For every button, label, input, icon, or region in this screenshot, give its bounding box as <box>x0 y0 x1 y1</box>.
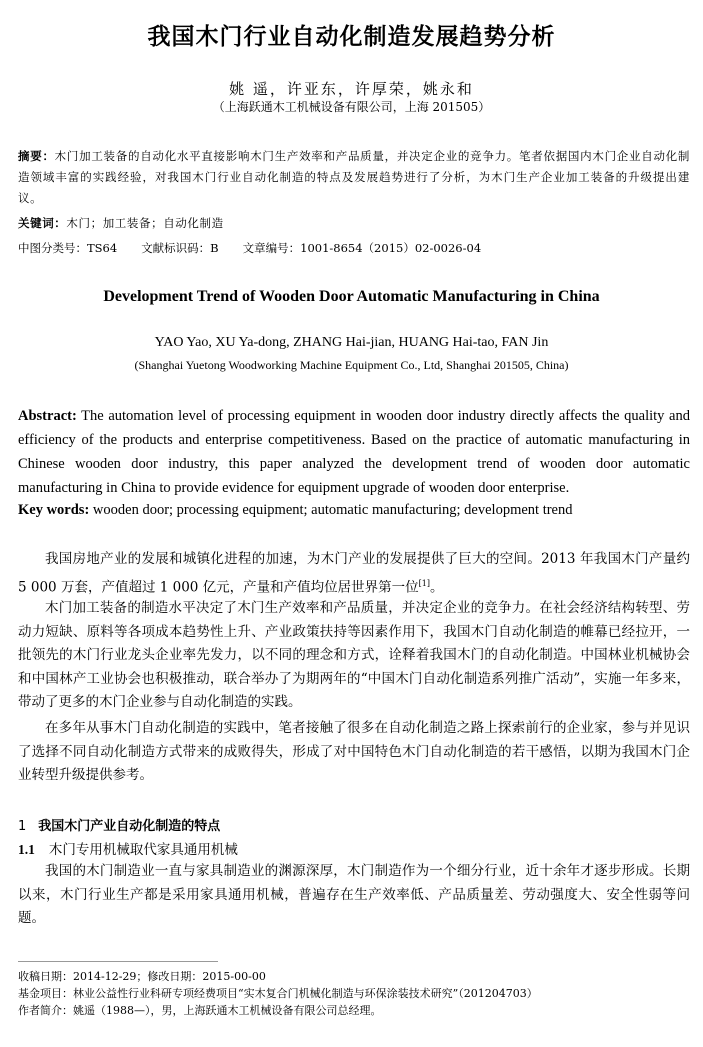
keywords-en-label: Key words: <box>18 502 90 518</box>
section-1-title: 我国木门产业自动化制造的特点 <box>38 819 221 834</box>
body-paragraph-3: 在多年从事木门自动化制造的实践中，笔者接触了很多在自动化制造之路上探索前行的企业家，参与并见识了选择不同自动化制造方式带来的成败得失，形成了对中国特色木门自动化制造的若干感悟，以期为我国木门企业转型升级提供参考。 <box>18 720 690 783</box>
affiliation-cn: （上海跃通木工机械设备有限公司，上海 201505） <box>212 100 491 114</box>
paper-title-cn: 我国木门行业自动化制造发展趋势分析 <box>147 24 556 50</box>
section-1-number: 1 <box>18 819 27 834</box>
clc-number: 中图分类号：TS64 <box>18 241 118 255</box>
p1-end: 。 <box>430 579 444 595</box>
section-1-1-title: 木门专用机械取代家具通用机械 <box>48 842 238 858</box>
footnote-received: 收稿日期：2014-12-29；修改日期：2015-00-00 <box>18 970 266 983</box>
body-paragraph-2: 木门加工装备的制造水平决定了木门生产效率和产品质量，并决定企业的竞争力。在社会经济结构转型、劳动力短缺、原料等各项成本趋势性上升、产业政策扶持等因素作用下，我国木门自动化制造的帷幕已经拉开，一批领先的木门行业龙头企业率先发力，以不同的理念和方式，诠释着我国木门的自动化制造。中国林业机械协会和中国林产工业协会也积极推动，联合举办了为期两年的“中国木门自动化制造系列推广活动”，实施一年多来，带动了更多的木门企业参与自动化制造的实践。 <box>18 600 690 710</box>
section-1-heading <box>18 815 220 834</box>
abstract-en-label: Abstract: <box>18 408 77 424</box>
body-paragraph-1 <box>18 548 690 600</box>
keywords-cn <box>18 215 224 231</box>
section-1-1-heading <box>18 838 238 858</box>
p1-text: 我国房地产业的发展和城镇化进程的加速，为木门产业的发展提供了巨大的空间。2013 年我国木门产量约 5 000 万套，产值超过 1 000 亿元，产量和产值均位居世界第一位 <box>18 551 690 595</box>
keywords-cn-label: 关键词： <box>18 216 67 230</box>
keywords-en <box>18 502 573 519</box>
abstract-cn <box>18 146 690 209</box>
footnote-divider <box>18 961 218 962</box>
footnote-author-bio: 作者简介：姚遥（1988—），男，上海跃通木工机械设备有限公司总经理。 <box>18 1004 382 1017</box>
keywords-cn-text: 木门；加工装备；自动化制造 <box>66 216 224 230</box>
classification-line <box>18 240 505 256</box>
authors-cn: 姚 遥，许亚东，许厚荣，姚永和 <box>229 80 474 98</box>
abstract-en-text: The automation level of processing equipment in wooden door industry directly affects the quality and efficiency of the products and enterprise competitiveness. Based on the practice of automatic manufacturing in Chinese wooden door industry, this paper analyzed the development trend of wooden door automatic manufacturing in China to provide evidence for equipment upgrade of wooden door enterprise. <box>18 408 690 496</box>
footnote-funding: 基金项目：林业公益性行业科研专项经费项目“实木复合门机械化制造与环保涂装技术研究”（201204703） <box>18 987 538 1000</box>
abstract-en <box>18 404 690 500</box>
paper-title-en: Development Trend of Wooden Door Automatic Manufacturing in China <box>103 288 600 305</box>
authors-en: YAO Yao, XU Ya-dong, ZHANG Hai-jian, HUANG Hai-tao, FAN Jin <box>154 335 549 350</box>
article-number: 文章编号：1001-8654（2015）02-0026-04 <box>242 241 482 255</box>
abstract-cn-label: 摘要： <box>18 149 55 163</box>
keywords-en-text: wooden door; processing equipment; automatic manufacturing; development trend <box>92 502 573 518</box>
reference-1[interactable]: [1] <box>418 578 431 588</box>
document-code: 文献标识码：B <box>141 241 219 255</box>
affiliation-en: (Shanghai Yuetong Woodworking Machine Equipment Co., Ltd, Shanghai 201505, China) <box>134 358 569 372</box>
section-1-1-number: 1.1 <box>18 842 35 857</box>
abstract-cn-text: 木门加工装备的自动化水平直接影响木门生产效率和产品质量，并决定企业的竞争力。笔者依据国内木门企业自动化制造领域丰富的实践经验，对我国木门行业自动化制造的特点及发展趋势进行了分析，为木门生产企业加工装备的升级提出建议。 <box>18 149 690 205</box>
body-paragraph-4: 我国的木门制造业一直与家具制造业的渊源深厚，木门制造作为一个细分行业，近十余年才逐步形成。长期以来，木门行业生产都是采用家具通用机械，普遍存在生产效率低、产品质量差、劳动强度大、安全性弱等问题。 <box>18 863 690 926</box>
